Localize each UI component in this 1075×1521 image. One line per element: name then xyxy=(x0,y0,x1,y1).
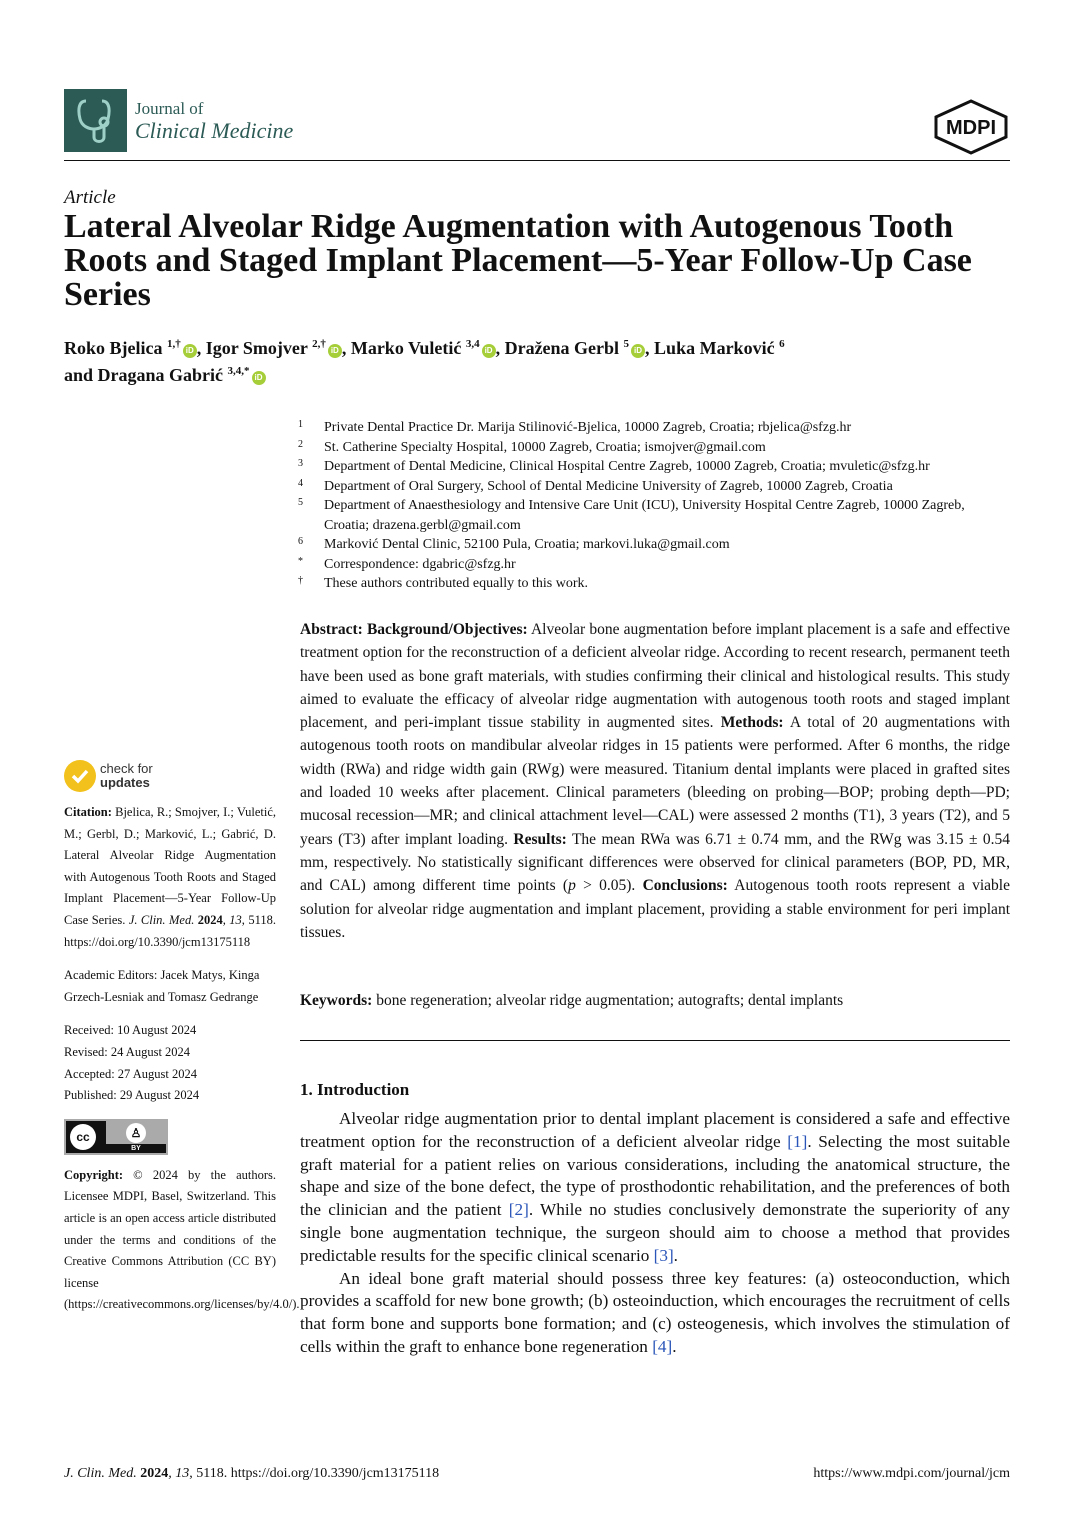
accepted-date: Accepted: 27 August 2024 xyxy=(64,1066,197,1081)
stethoscope-icon xyxy=(64,89,127,152)
mdpi-logo-icon[interactable] xyxy=(932,99,1010,155)
check-for-updates-label: check for updates xyxy=(100,761,153,790)
received-date: Received: 10 August 2024 xyxy=(64,1023,197,1038)
affiliation-item: 1 Private Dental Practice Dr. Marija Stilinović-Bjelica, 10000 Zagreb, Croatia; rbjelica@sfzg.hr xyxy=(298,419,852,435)
footer-journal-url[interactable]: https://www.mdpi.com/journal/jcm xyxy=(813,1466,1010,1481)
paragraph: An ideal bone graft material should possess three key features: (a) osteoconduction, which provides a scaffold for new bone growth; (b) osteoinduction, which encourages the recruitment of cells that form bone and supports bone formation; and (c) osteogenesis, which involves the stimulation of cells within the graft to enhance bone regeneration [4]. xyxy=(300,1268,1010,1356)
copyright-block: Copyright: © 2024 by the authors. Licensee MDPI, Basel, Switzerland. This article is an open access article distributed under the terms and conditions of the Creative Commons Attribution (CC BY) license (https://creativecommons.org/licenses/by/4.0/). xyxy=(64,1167,300,1312)
section-heading: 1. Introduction xyxy=(300,1080,410,1099)
introduction-body xyxy=(300,1108,1010,1359)
author[interactable]: Dražena Gerbl $^5$iD xyxy=(505,338,645,358)
by-label: BY xyxy=(106,1144,166,1153)
paper-title: Lateral Alveolar Ridge Augmentation with Autogenous Tooth Roots and Staged Implant Placement—5-Year Follow-Up Case Series xyxy=(64,208,972,313)
affiliations xyxy=(298,418,1010,594)
published-date: Published: 29 August 2024 xyxy=(64,1088,200,1103)
citation-link[interactable]: [2] xyxy=(508,1200,529,1220)
orcid-icon[interactable]: iD xyxy=(328,344,342,358)
affiliation-item: 4 Department of Oral Surgery, School of Dental Medicine University of Zagreb, 10000 Zagreb, Croatia xyxy=(298,477,893,494)
author[interactable]: Roko Bjelica $^{1,\dagger}$iD xyxy=(64,338,197,358)
sidebar xyxy=(64,760,300,1328)
journal-name-line2: Clinical Medicine xyxy=(135,118,294,143)
author[interactable]: and Dragana Gabrić $^{3,4,*}$iD xyxy=(64,365,266,385)
revised-date: Revised: 24 August 2024 xyxy=(64,1044,191,1059)
journal-header xyxy=(64,89,1010,161)
orcid-icon[interactable]: iD xyxy=(482,344,496,358)
attribution-person-icon: ♙ xyxy=(126,1123,146,1143)
citation-block: Citation: Bjelica, R.; Smojver, I.; Vuletić, M.; Gerbl, D.; Marković, L.; Gabrić, D. Lateral Alveolar Ridge Augmentation with Autogenous Tooth Roots and Staged Implant Placement—5-Year Follow-Up Case Series. J. Clin. Med. 2024, 13, 5118. https://doi.org/10.3390/jcm13175118 xyxy=(64,805,277,949)
affiliation-item: † These authors contributed equally to this work. xyxy=(298,575,588,591)
author[interactable]: Luka Marković $^6$ xyxy=(654,338,785,358)
mdpi-logo-text: MDPI xyxy=(946,117,996,139)
affiliation-item: 2 St. Catherine Specialty Hospital, 10000 Zagreb, Croatia; ismojver@gmail.com xyxy=(298,438,766,455)
footer-citation[interactable]: J. Clin. Med. 2024, 13, 5118. https://doi.org/10.3390/jcm13175118 xyxy=(64,1466,440,1481)
orcid-icon[interactable]: iD xyxy=(183,344,197,358)
article-type: Article xyxy=(64,187,116,208)
journal-name-line1: Journal of xyxy=(135,99,204,118)
keywords: Keywords: bone regeneration; alveolar ridge augmentation; autografts; dental implants xyxy=(300,992,844,1009)
affiliation-item: 3 Department of Dental Medicine, Clinical Hospital Centre Zagreb, 10000 Zagreb, Croatia; mvuletic@sfzg.hr xyxy=(298,458,930,474)
cc-icon: cc xyxy=(70,1124,96,1150)
section-divider xyxy=(300,1040,1010,1041)
citation-link[interactable]: [1] xyxy=(787,1131,808,1151)
author[interactable]: Igor Smojver $^{2,\dagger}$iD xyxy=(206,338,342,358)
citation-link[interactable]: [4] xyxy=(652,1336,673,1356)
author[interactable]: Marko Vuletić $^{3,4}$iD xyxy=(351,338,496,358)
orcid-icon[interactable]: iD xyxy=(252,371,266,385)
affiliation-item: * Correspondence: dgabric@sfzg.hr xyxy=(298,555,516,572)
affiliation-item: 6 Marković Dental Clinic, 52100 Pula, Croatia; markovi.luka@gmail.com xyxy=(298,536,730,552)
academic-editors: Academic Editors: Jacek Matys, Kinga Grzech-Lesniak and Tomasz Gedrange xyxy=(64,968,260,1004)
publication-dates xyxy=(64,1020,276,1106)
check-for-updates-button[interactable] xyxy=(64,760,276,796)
paragraph: Alveolar ridge augmentation prior to dental implant placement is considered a safe and effective treatment option for the reconstruction of a deficient alveolar ridge [1]. Selecting the most suitable graft material for a patient relies on various considerations, including the anatomical structure, the shape and size of the bone defect, the type of prosthodontic rehabilitation, and the preferences of both the clinician and the patient [2]. While no studies conclusively demonstrate the superiority of any single bone augmentation technique, the surgeon should aim to choose a method that provides predictable results for the specific clinical scenario [3]. xyxy=(300,1109,1010,1265)
orcid-icon[interactable]: iD xyxy=(631,344,645,358)
abstract: Abstract: Background/Objectives: Alveolar bone augmentation before implant placement is a safe and effective treatment option for the reconstruction of a deficient alveolar ridge. According to recent research, permanent teeth have been used as bone graft materials, with studies confirming their clinical and histological results. This study aimed to evaluate the efficacy of alveolar ridge augmentation with autogenous tooth roots and staged implant placement, and peri-implant tissue stability in augmented sites. Methods: A total of 20 augmentations with autogenous tooth roots on mandibular alveolar ridges in 15 patients were performed. After 6 months, the ridge width (RWa) and ridge width gain (RWg) were measured. Titanium dental implants were placed in grafted sites and loaded 10 weeks after placement. Clinical parameters (bleeding on probing—BOP; probing depth—PD; mucosal recession—MR; and clinical attachment level—CAL) were assessed 2 months (T1), 3 years (T2), and 5 years (T3) after implant loading. Results: The mean RWa was 6.71 ± 0.74 mm, and the RWg was 3.15 ± 0.54 mm, respectively. No statistically significant differences were observed for clinical parameters (BOP, PD, MR, and CAL) among different time points (p > 0.05). Conclusions: Autogenous tooth roots represent a viable solution for alveolar ridge augmentation and implant placement, providing a stable environment for peri implant tissues. xyxy=(300,621,1011,941)
header-divider xyxy=(64,160,1010,161)
affiliation-item: 5 Department of Anaesthesiology and Intensive Care Unit (ICU), University Hospital Centre Zagreb, 10000 Zagreb, Croatia; drazena.gerbl@gmail.com xyxy=(298,497,965,533)
journal-name[interactable] xyxy=(135,99,293,143)
author-list: Roko Bjelica $^{1,\dagger}$iD , Igor Smojver $^{2,\dagger}$iD , Marko Vuletić $^{3,4}$iD , Dražena Gerbl $^5$iD , Luka Marković $^6$ and Dragana Gabrić $^{3,4,*}$iD xyxy=(64,338,785,385)
citation-link[interactable]: [3] xyxy=(653,1245,674,1265)
cc-by-license-icon[interactable] xyxy=(64,1119,168,1155)
checkmark-icon xyxy=(64,760,96,792)
